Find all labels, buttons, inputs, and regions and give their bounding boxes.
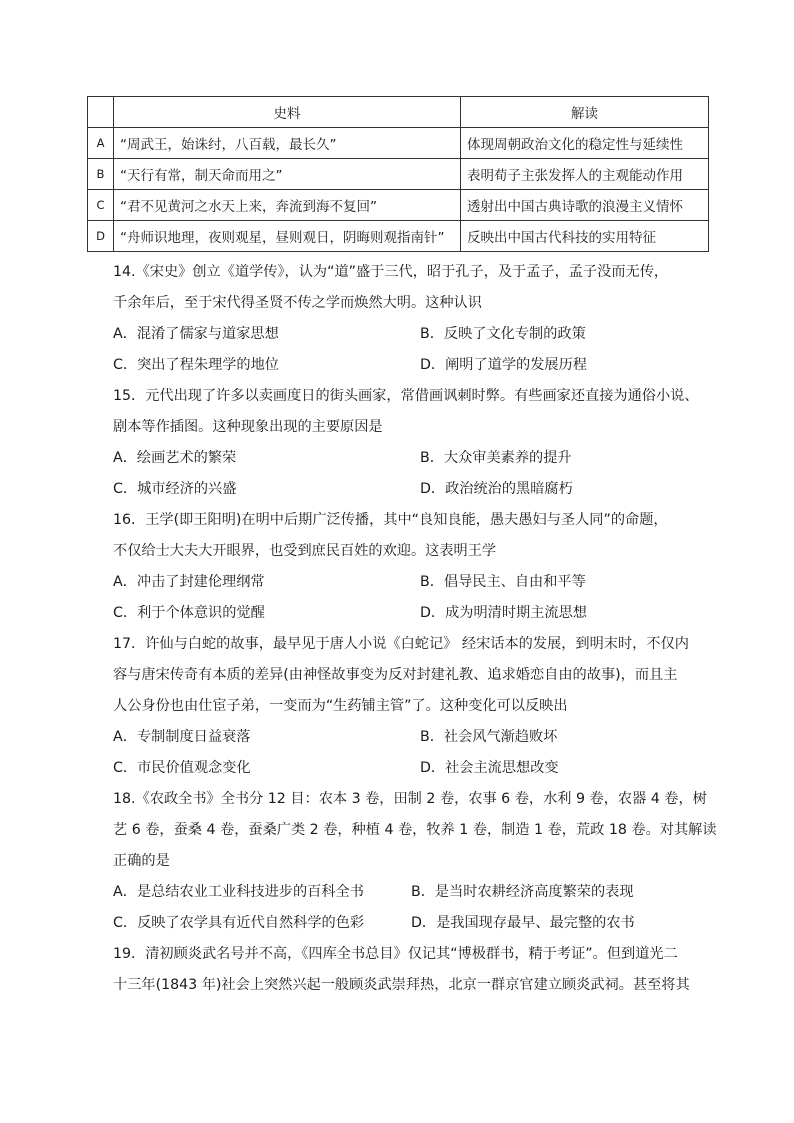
- table-row: [88, 128, 709, 159]
- option-a[interactable]: A．专制制度日益衰落: [113, 729, 251, 745]
- question-19: [113, 939, 713, 1001]
- option-row: [113, 722, 713, 753]
- question-list: [113, 257, 717, 1001]
- source-table: [87, 96, 709, 252]
- option-c[interactable]: C．反映了农学具有近代自然科学的色彩: [113, 915, 365, 931]
- question-stem: 十三年(1843 年)社会上突然兴起一般顾炎武崇拜热，北京一群京官建立顾炎武祠。甚至将其: [113, 977, 690, 993]
- row-label: B: [88, 159, 114, 190]
- option-d[interactable]: D．政治统治的黑暗腐朽: [420, 481, 573, 497]
- option-d[interactable]: D．社会主流思想改变: [420, 760, 559, 776]
- option-a[interactable]: A．冲击了封建伦理纲常: [113, 574, 265, 590]
- table-row: [88, 190, 709, 221]
- question-18: [113, 784, 717, 939]
- option-d[interactable]: D．成为明清时期主流思想: [420, 605, 587, 621]
- table-row: [88, 159, 709, 190]
- row-source: “天行有常，制天命而用之”: [114, 159, 461, 190]
- option-row: [113, 877, 713, 908]
- question-stem: 正确的是: [113, 853, 170, 869]
- option-a[interactable]: A．是总结农业工业科技进步的百科全书: [113, 884, 364, 900]
- row-source: “舟师识地理，夜则观星，昼则观日，阴晦则观指南针”: [114, 221, 461, 252]
- option-row: [113, 443, 713, 474]
- question-stem: 不仅给士大夫大开眼界，也受到庶民百姓的欢迎。这表明王学: [113, 543, 497, 559]
- row-reading: 表明荀子主张发挥人的主观能动作用: [461, 159, 709, 190]
- row-label: C: [88, 190, 114, 221]
- question-stem: 17．许仙与白蛇的故事，最早见于唐人小说《白蛇记》 经宋话本的发展，到明末时，不仅内: [113, 636, 689, 652]
- row-reading: 体现周朝政治文化的稳定性与延续性: [461, 128, 709, 159]
- option-b[interactable]: B．大众审美素养的提升: [420, 450, 572, 466]
- header-reading: 解读: [461, 97, 709, 128]
- table-header-row: [88, 97, 709, 128]
- question-stem: 容与唐宋传奇有本质的差异(由神怪故事变为反对封建礼教、追求婚恋自由的故事)，而且主: [113, 667, 678, 683]
- row-source: “周武王，始诛纣，八百载，最长久”: [114, 128, 461, 159]
- option-b[interactable]: B．倡导民主、自由和平等: [420, 574, 586, 590]
- question-stem: 16．王学(即王阳明)在明中后期广泛传播，其中“良知良能，愚夫愚妇与圣人同”的命题，: [113, 512, 668, 528]
- question-stem: 艺 6 卷，蚕桑 4 卷，蚕桑广类 2 卷，种植 4 卷，牧养 1 卷，制造 1 卷，荒政 18 卷。对其解读: [113, 822, 717, 838]
- question-16: [113, 505, 713, 629]
- row-reading: 反映出中国古代科技的实用特征: [461, 221, 709, 252]
- row-label: D: [88, 221, 114, 252]
- option-d[interactable]: D．阐明了道学的发展历程: [420, 357, 587, 373]
- question-stem: 19．清初顾炎武名号并不高，《四库全书总目》仅记其“博极群书，精于考证”。但到道光二: [113, 946, 678, 962]
- option-c[interactable]: C．市民价值观念变化: [113, 760, 251, 776]
- question-stem: 14.《宋史》创立《道学传》，认为“道”盛于三代，昭于孔子，及于孟子，孟子没而无传，: [113, 264, 669, 280]
- option-row: [113, 567, 713, 598]
- question-stem: 15．元代出现了许多以卖画度日的街头画家，常借画讽刺时弊。有些画家还直接为通俗小说、: [113, 388, 699, 404]
- question-stem: 人公身份也由仕宦子弟，一变而为“生药铺主管”了。这种变化可以反映出: [113, 698, 568, 714]
- option-c[interactable]: C．突出了程朱理学的地位: [113, 357, 279, 373]
- header-label: [88, 97, 114, 128]
- option-row: [113, 319, 713, 350]
- option-b[interactable]: B．反映了文化专制的政策: [420, 326, 586, 342]
- row-source: “君不见黄河之水天上来，奔流到海不复回”: [114, 190, 461, 221]
- option-a[interactable]: A．绘画艺术的繁荣: [113, 450, 237, 466]
- question-stem: 18.《农政全书》全书分 12 目：农本 3 卷，田制 2 卷，农事 6 卷，水利 9 卷，农器 4 卷，树: [113, 791, 707, 807]
- option-row: [113, 474, 713, 505]
- header-source: 史料: [114, 97, 461, 128]
- option-row: [113, 753, 713, 784]
- option-row: [113, 598, 713, 629]
- table-row: [88, 221, 709, 252]
- row-reading: 透射出中国古典诗歌的浪漫主义情怀: [461, 190, 709, 221]
- option-row: [113, 350, 713, 381]
- question-stem: 剧本等作插图。这种现象出现的主要原因是: [113, 419, 383, 435]
- option-a[interactable]: A．混淆了儒家与道家思想: [113, 326, 279, 342]
- option-d[interactable]: D．是我国现存最早、最完整的农书: [411, 915, 635, 931]
- option-b[interactable]: B．社会风气渐趋败坏: [420, 729, 558, 745]
- option-c[interactable]: C．城市经济的兴盛: [113, 481, 237, 497]
- row-label: A: [88, 128, 114, 159]
- question-stem: 千余年后，至于宋代得圣贤不传之学而焕然大明。这种认识: [113, 295, 482, 311]
- question-14: [113, 257, 713, 381]
- option-b[interactable]: B．是当时农耕经济高度繁荣的表现: [411, 884, 634, 900]
- option-c[interactable]: C．利于个体意识的觉醒: [113, 605, 265, 621]
- question-17: [113, 629, 713, 784]
- question-15: [113, 381, 713, 505]
- option-row: [113, 908, 713, 939]
